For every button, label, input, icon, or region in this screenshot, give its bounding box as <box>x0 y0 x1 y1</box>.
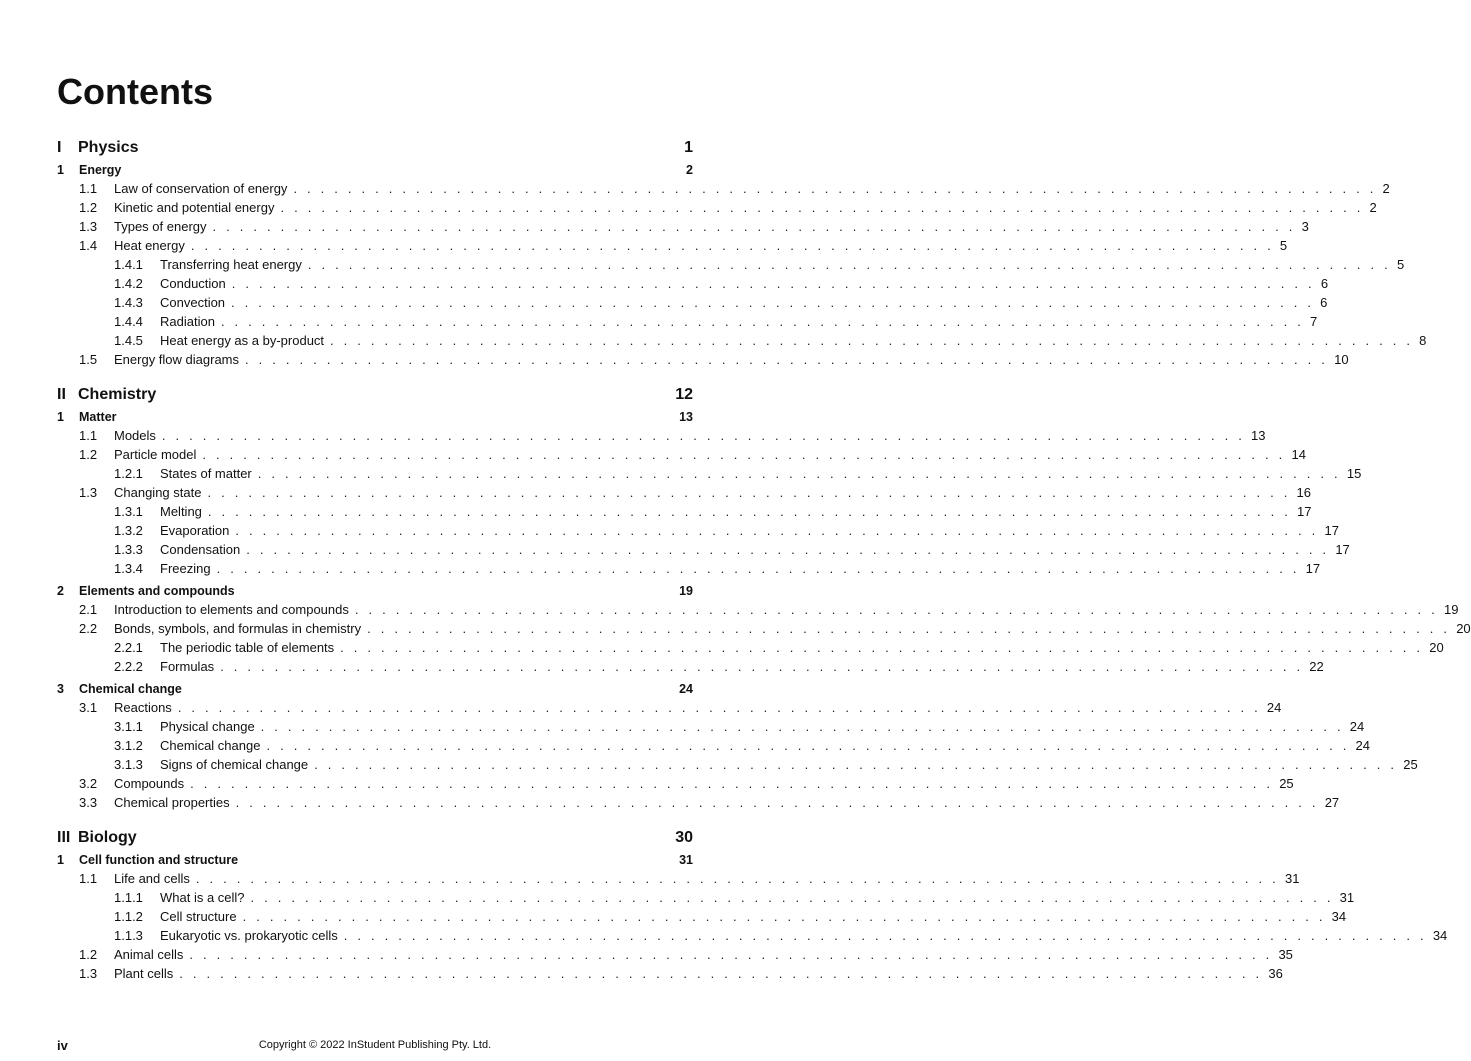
toc-entry-title: The periodic table of elements <box>160 640 335 655</box>
toc-section[interactable] <box>57 216 1309 235</box>
toc-entry-number: 2.2.2 <box>114 659 143 674</box>
toc-entry-number: 3.1.1 <box>114 719 143 734</box>
dot-leader: . . . . . . . . . . . . . . . . . . . . . . . . . . . . . . . . . . . . . . . . . . . . . . . . . . . . . . . . . . . . . . . . . . . . . . . . . . . . . . . . <box>260 719 1344 734</box>
toc-entry-number: 1.1 <box>79 871 98 886</box>
toc-entry-title: Kinetic and potential energy <box>114 200 275 215</box>
toc-section[interactable] <box>57 697 1282 716</box>
toc-entry-title: Matter <box>79 410 117 424</box>
toc-entry-page: 10 <box>1334 352 1349 367</box>
toc-entry-page: 24 <box>1355 738 1371 753</box>
toc-entry-title: Chemistry <box>78 386 157 403</box>
toc-entry-page: 35 <box>1278 947 1293 962</box>
toc-entry-title: Particle model <box>114 447 197 462</box>
toc-entry-number: 3.2 <box>79 776 98 791</box>
footer-page-number: iv <box>57 1038 68 1053</box>
dot-leader: . . . . . . . . . . . . . . . . . . . . . . . . . . . . . . . . . . . . . . . . . . . . . . . . . . . . . . . . . . . . . . . . . . . . . . . . . . . . . . . . <box>190 238 1274 253</box>
toc-entry-page: 19 <box>1443 602 1459 617</box>
dot-leader: . . . . . . . . . . . . . . . . . . . . . . . . . . . . . . . . . . . . . . . . . . . . . . . . . . . . . . . . . . . . . . . . . . . . . . . . . . . . . . . . <box>280 200 1364 215</box>
toc-entry-title: States of matter <box>160 466 252 481</box>
toc-entry-page: 20 <box>1456 621 1471 636</box>
dot-leader: . . . . . . . . . . . . . . . . . . . . . . . . . . . . . . . . . . . . . . . . . . . . . . . . . . . . . . . . . . . . . . . . . . . . . . . . . . . . . . . . <box>190 776 1274 791</box>
toc-entry-title: Introduction to elements and compounds <box>114 602 349 617</box>
toc-entry-number: 1 <box>57 853 64 867</box>
toc-entry-page: 20 <box>1429 640 1444 655</box>
toc-chapter[interactable] <box>57 678 693 697</box>
dot-leader: . . . . . . . . . . . . . . . . . . . . . . . . . . . . . . . . . . . . . . . . . . . . . . . . . . . . . . . . . . . . . . . . . . . . . . . . . . . . . . . . <box>330 333 1414 348</box>
toc-entry-title: Physics <box>78 139 139 156</box>
toc-section[interactable] <box>57 425 1266 444</box>
toc-subsection[interactable] <box>57 637 1444 656</box>
dot-leader: . . . . . . . . . . . . . . . . . . . . . . . . . . . . . . . . . . . . . . . . . . . . . . . . . . . . . . . . . . . . . . . . . . . . . . . . . . . . . . . . <box>354 602 1438 617</box>
toc-subsection[interactable] <box>57 254 1405 273</box>
dot-leader: . . . . . . . . . . . . . . . . . . . . . . . . . . . . . . . . . . . . . . . . . . . . . . . . . . . . . . . . . . . . . . . . . . . . . . . . . . . . . . . . <box>177 700 1261 715</box>
toc-entry-title: Types of energy <box>114 219 207 234</box>
toc-entry-number: 2.2 <box>79 621 98 636</box>
toc-entry-number: 1.3.1 <box>114 504 143 519</box>
toc-entry-title: Evaporation <box>160 523 230 538</box>
dot-leader: . . . . . . . . . . . . . . . . . . . . . . . . . . . . . . . . . . . . . . . . . . . . . . . . . . . . . . . . . . . . . . . . . . . . . . . . . . . . . . . . <box>250 890 1334 905</box>
toc-entry-number: 1.3.2 <box>114 523 143 538</box>
toc-entry-page: 16 <box>1296 485 1312 500</box>
toc-entry-title: Chemical change <box>79 682 182 696</box>
toc-chapter[interactable] <box>57 849 693 868</box>
toc-subsection[interactable] <box>57 539 1350 558</box>
toc-entry-number: I <box>57 139 62 156</box>
toc-entry-title: Convection <box>160 295 226 310</box>
toc-entry-title: Law of conservation of energy <box>114 181 288 196</box>
toc-entry-title: Changing state <box>114 485 202 500</box>
toc-subsection[interactable] <box>57 906 1347 925</box>
toc-entry-page: 13 <box>679 410 693 424</box>
toc-entry-title: What is a cell? <box>160 890 245 905</box>
toc-entry-title: Signs of chemical change <box>160 757 309 772</box>
toc-entry-number: 1.5 <box>79 352 98 367</box>
dot-leader: . . . . . . . . . . . . . . . . . . . . . . . . . . . . . . . . . . . . . . . . . . . . . . . . . . . . . . . . . . . . . . . . . . . . . . . . . . . . . . . . <box>212 219 1296 234</box>
toc-chapter[interactable] <box>57 159 693 178</box>
toc-entry-page: 17 <box>1305 561 1321 576</box>
toc-entry-page: 17 <box>1297 504 1312 519</box>
dot-leader: . . . . . . . . . . . . . . . . . . . . . . . . . . . . . . . . . . . . . . . . . . . . . . . . . . . . . . . . . . . . . . . . . . . . . . . . . . . . . . . . <box>202 447 1286 462</box>
toc-entry-page: 6 <box>1320 295 1328 310</box>
toc-entry-title: Reactions <box>114 700 172 715</box>
toc-entry-title: Models <box>114 428 156 443</box>
toc-subsection[interactable] <box>57 273 1329 292</box>
toc-entry-title: Cell function and structure <box>79 853 239 867</box>
toc-chapter[interactable] <box>57 406 693 425</box>
toc-subsection[interactable] <box>57 656 1324 675</box>
toc-entry-page: 34 <box>1432 928 1448 943</box>
toc-entry-page: 36 <box>1268 966 1283 981</box>
toc-entry-title: Energy <box>79 163 122 177</box>
toc-entry-page: 24 <box>1349 719 1365 734</box>
toc-entry-number: 1.3 <box>79 966 98 981</box>
toc-section[interactable] <box>57 599 1459 618</box>
toc-entry-number: 1.3.3 <box>114 542 143 557</box>
toc-entry-page: 15 <box>1346 466 1362 481</box>
toc-entry-number: 3.1 <box>79 700 98 715</box>
toc-entry-page: 22 <box>1309 659 1324 674</box>
dot-leader: . . . . . . . . . . . . . . . . . . . . . . . . . . . . . . . . . . . . . . . . . . . . . . . . . . . . . . . . . . . . . . . . . . . . . . . . . . . . . . . . <box>231 276 1315 291</box>
dot-leader: . . . . . . . . . . . . . . . . . . . . . . . . . . . . . . . . . . . . . . . . . . . . . . . . . . . . . . . . . . . . . . . . . . . . . . . . . . . . . . . . <box>220 659 1304 674</box>
toc-subsection[interactable] <box>57 735 1371 754</box>
toc-entry-title: Chemical properties <box>114 795 230 810</box>
toc-entry-number: 3.1.3 <box>114 757 143 772</box>
toc-entry-title: Compounds <box>114 776 185 791</box>
toc-entry-title: Eukaryotic vs. prokaryotic cells <box>160 928 338 943</box>
toc-entry-number: 1.1 <box>79 428 98 443</box>
page-title: Contents <box>57 71 213 112</box>
toc-section[interactable] <box>57 944 1293 963</box>
toc-entry-number: 1.3.4 <box>114 561 143 576</box>
dot-leader: . . . . . . . . . . . . . . . . . . . . . . . . . . . . . . . . . . . . . . . . . . . . . . . . . . . . . . . . . . . . . . . . . . . . . . . . . . . . . . . . <box>242 909 1326 924</box>
toc-entry-page: 2 <box>686 163 693 177</box>
toc-entry-page: 2 <box>1369 200 1377 215</box>
dot-leader: . . . . . . . . . . . . . . . . . . . . . . . . . . . . . . . . . . . . . . . . . . . . . . . . . . . . . . . . . . . . . . . . . . . . . . . . . . . . . . . . <box>293 181 1377 196</box>
toc-entry-page: 24 <box>679 682 693 696</box>
toc-entry-title: Physical change <box>160 719 255 734</box>
dot-leader: . . . . . . . . . . . . . . . . . . . . . . . . . . . . . . . . . . . . . . . . . . . . . . . . . . . . . . . . . . . . . . . . . . . . . . . . . . . . . . . . <box>257 466 1341 481</box>
dot-leader: . . . . . . . . . . . . . . . . . . . . . . . . . . . . . . . . . . . . . . . . . . . . . . . . . . . . . . . . . . . . . . . . . . . . . . . . . . . . . . . . <box>235 795 1319 810</box>
toc-entry-number: 1.4.5 <box>114 333 143 348</box>
dot-leader: . . . . . . . . . . . . . . . . . . . . . . . . . . . . . . . . . . . . . . . . . . . . . . . . . . . . . . . . . . . . . . . . . . . . . . . . . . . . . . . . <box>189 947 1273 962</box>
dot-leader: . . . . . . . . . . . . . . . . . . . . . . . . . . . . . . . . . . . . . . . . . . . . . . . . . . . . . . . . . . . . . . . . . . . . . . . . . . . . . . . . <box>195 871 1279 886</box>
toc-subsection[interactable] <box>57 311 1318 330</box>
dot-leader: . . . . . . . . . . . . . . . . . . . . . . . . . . . . . . . . . . . . . . . . . . . . . . . . . . . . . . . . . . . . . . . . . . . . . . . . . . . . . . . . <box>220 314 1305 329</box>
toc-entry-title: Formulas <box>160 659 215 674</box>
toc-entry-number: 1.2 <box>79 200 98 215</box>
toc-entry-number: 2.1 <box>79 602 98 617</box>
toc-entry-number: 2.2.1 <box>114 640 143 655</box>
toc-entry-title: Energy flow diagrams <box>114 352 239 367</box>
toc-entry-number: 1 <box>57 410 64 424</box>
toc-entry-page: 31 <box>1339 890 1355 905</box>
toc-part[interactable] <box>57 136 693 158</box>
toc-entry-title: Transferring heat energy <box>160 257 302 272</box>
toc-entry-title: Heat energy as a by-product <box>160 333 325 348</box>
dot-leader: . . . . . . . . . . . . . . . . . . . . . . . . . . . . . . . . . . . . . . . . . . . . . . . . . . . . . . . . . . . . . . . . . . . . . . . . . . . . . . . . <box>314 757 1398 772</box>
toc-subsection[interactable] <box>57 520 1339 539</box>
toc-entry-number: 1.1.3 <box>114 928 143 943</box>
dot-leader: . . . . . . . . . . . . . . . . . . . . . . . . . . . . . . . . . . . . . . . . . . . . . . . . . . . . . . . . . . . . . . . . . . . . . . . . . . . . . . . . <box>367 621 1451 636</box>
toc-entry-page: 25 <box>1279 776 1294 791</box>
toc-entry-page: 13 <box>1251 428 1266 443</box>
dot-leader: . . . . . . . . . . . . . . . . . . . . . . . . . . . . . . . . . . . . . . . . . . . . . . . . . . . . . . . . . . . . . . . . . . . . . . . . . . . . . . . . <box>207 504 1292 519</box>
toc-section[interactable] <box>57 178 1390 197</box>
toc-entry-title: Conduction <box>160 276 226 291</box>
toc-section[interactable] <box>57 773 1294 792</box>
toc-entry-number: 1.2 <box>79 447 98 462</box>
footer-copyright: Copyright © 2022 InStudent Publishing Pty. Ltd. <box>258 1039 492 1051</box>
toc-entry-number: 1 <box>57 163 64 177</box>
toc-entry-title: Freezing <box>160 561 211 576</box>
toc-section[interactable] <box>57 963 1283 982</box>
toc-part[interactable] <box>57 826 693 848</box>
toc-entry-number: 1.4.2 <box>114 276 143 291</box>
toc-entry-page: 30 <box>675 829 693 846</box>
toc-entry-number: 1.1.1 <box>114 890 143 905</box>
table-of-contents <box>57 0 1471 1000</box>
toc-section[interactable] <box>57 444 1306 463</box>
toc-subsection[interactable] <box>57 292 1328 311</box>
toc-entry-number: 1.4.4 <box>114 314 143 329</box>
toc-section[interactable] <box>57 792 1340 811</box>
toc-entry-page: 14 <box>1291 447 1306 462</box>
toc-entry-number: III <box>57 829 71 846</box>
toc-entry-title: Life and cells <box>114 871 190 886</box>
toc-entry-page: 17 <box>1324 523 1339 538</box>
toc-entry-page: 5 <box>1396 257 1405 272</box>
toc-entry-number: 1.2 <box>79 947 98 962</box>
toc-entry-number: 1.3 <box>79 219 98 234</box>
toc-entry-title: Animal cells <box>114 947 184 962</box>
toc-entry-number: 3.3 <box>79 795 98 810</box>
toc-entry-title: Cell structure <box>160 909 237 924</box>
toc-entry-number: 3 <box>57 682 64 696</box>
toc-entry-page: 12 <box>675 386 693 403</box>
toc-entry-page: 25 <box>1403 757 1418 772</box>
dot-leader: . . . . . . . . . . . . . . . . . . . . . . . . . . . . . . . . . . . . . . . . . . . . . . . . . . . . . . . . . . . . . . . . . . . . . . . . . . . . . . . . <box>245 352 1329 367</box>
toc-section[interactable] <box>57 618 1471 637</box>
dot-leader: . . . . . . . . . . . . . . . . . . . . . . . . . . . . . . . . . . . . . . . . . . . . . . . . . . . . . . . . . . . . . . . . . . . . . . . . . . . . . . . . <box>216 561 1300 576</box>
dot-leader: . . . . . . . . . . . . . . . . . . . . . . . . . . . . . . . . . . . . . . . . . . . . . . . . . . . . . . . . . . . . . . . . . . . . . . . . . . . . . . . . <box>307 257 1391 272</box>
dot-leader: . . . . . . . . . . . . . . . . . . . . . . . . . . . . . . . . . . . . . . . . . . . . . . . . . . . . . . . . . . . . . . . . . . . . . . . . . . . . . . . . <box>235 523 1319 538</box>
page-footer <box>57 1038 693 1054</box>
toc-subsection[interactable] <box>57 716 1365 735</box>
toc-entry-title: Biology <box>78 829 137 846</box>
dot-leader: . . . . . . . . . . . . . . . . . . . . . . . . . . . . . . . . . . . . . . . . . . . . . . . . . . . . . . . . . . . . . . . . . . . . . . . . . . . . . . . . <box>179 966 1263 981</box>
toc-section[interactable] <box>57 482 1312 501</box>
toc-entry-title: Bonds, symbols, and formulas in chemistry <box>114 621 362 636</box>
toc-entry-page: 31 <box>1284 871 1300 886</box>
toc-subsection[interactable] <box>57 887 1355 906</box>
toc-subsection[interactable] <box>57 463 1362 482</box>
toc-entry-number: 1.4.1 <box>114 257 143 272</box>
toc-entry-page: 8 <box>1419 333 1427 348</box>
toc-section[interactable] <box>57 868 1300 887</box>
toc-entry-number: 1.4.3 <box>114 295 143 310</box>
dot-leader: . . . . . . . . . . . . . . . . . . . . . . . . . . . . . . . . . . . . . . . . . . . . . . . . . . . . . . . . . . . . . . . . . . . . . . . . . . . . . . . . <box>231 295 1315 310</box>
dot-leader: . . . . . . . . . . . . . . . . . . . . . . . . . . . . . . . . . . . . . . . . . . . . . . . . . . . . . . . . . . . . . . . . . . . . . . . . . . . . . . . . <box>343 928 1427 943</box>
toc-entry-page: 1 <box>684 139 693 156</box>
toc-entry-number: 1.1.2 <box>114 909 143 924</box>
dot-leader: . . . . . . . . . . . . . . . . . . . . . . . . . . . . . . . . . . . . . . . . . . . . . . . . . . . . . . . . . . . . . . . . . . . . . . . . . . . . . . . . <box>266 738 1350 753</box>
toc-entry-page: 5 <box>1279 238 1288 253</box>
toc-entry-page: 7 <box>1310 314 1318 329</box>
toc-entry-number: 1.3 <box>79 485 98 500</box>
toc-part[interactable] <box>57 383 693 405</box>
toc-entry-title: Heat energy <box>114 238 185 253</box>
toc-entry-page: 27 <box>1324 795 1340 810</box>
toc-entry-title: Melting <box>160 504 202 519</box>
dot-leader: . . . . . . . . . . . . . . . . . . . . . . . . . . . . . . . . . . . . . . . . . . . . . . . . . . . . . . . . . . . . . . . . . . . . . . . . . . . . . . . . <box>340 640 1424 655</box>
toc-entry-page: 31 <box>679 853 693 867</box>
toc-entry-number: 3.1.2 <box>114 738 143 753</box>
toc-entry-page: 24 <box>1266 700 1282 715</box>
toc-entry-page: 19 <box>679 584 693 598</box>
toc-entry-page: 34 <box>1331 909 1347 924</box>
toc-chapter[interactable] <box>57 580 693 599</box>
dot-leader: . . . . . . . . . . . . . . . . . . . . . . . . . . . . . . . . . . . . . . . . . . . . . . . . . . . . . . . . . . . . . . . . . . . . . . . . . . . . . . . . <box>207 485 1291 500</box>
toc-section[interactable] <box>57 349 1349 368</box>
toc-entry-title: Plant cells <box>114 966 174 981</box>
toc-entry-number: 1.4 <box>79 238 98 253</box>
toc-section[interactable] <box>57 197 1377 216</box>
dot-leader: . . . . . . . . . . . . . . . . . . . . . . . . . . . . . . . . . . . . . . . . . . . . . . . . . . . . . . . . . . . . . . . . . . . . . . . . . . . . . . . . <box>246 542 1330 557</box>
toc-entry-title: Elements and compounds <box>79 584 235 598</box>
toc-entry-title: Chemical change <box>160 738 261 753</box>
toc-entry-title: Radiation <box>160 314 215 329</box>
toc-subsection[interactable] <box>57 330 1427 349</box>
toc-entry-number: 1.2.1 <box>114 466 143 481</box>
toc-subsection[interactable] <box>57 754 1418 773</box>
toc-subsection[interactable] <box>57 558 1321 577</box>
toc-entry-page: 17 <box>1335 542 1350 557</box>
toc-section[interactable] <box>57 235 1288 254</box>
toc-entry-title: Condensation <box>160 542 241 557</box>
toc-subsection[interactable] <box>57 925 1448 944</box>
toc-entry-page: 2 <box>1382 181 1390 196</box>
toc-entry-page: 3 <box>1301 219 1309 234</box>
toc-entry-page: 6 <box>1320 276 1329 291</box>
toc-entry-number: 2 <box>57 584 64 598</box>
toc-subsection[interactable] <box>57 501 1312 520</box>
toc-entry-number: 1.1 <box>79 181 98 196</box>
dot-leader: . . . . . . . . . . . . . . . . . . . . . . . . . . . . . . . . . . . . . . . . . . . . . . . . . . . . . . . . . . . . . . . . . . . . . . . . . . . . . . . . <box>161 428 1246 443</box>
toc-entry-number: II <box>57 386 66 403</box>
